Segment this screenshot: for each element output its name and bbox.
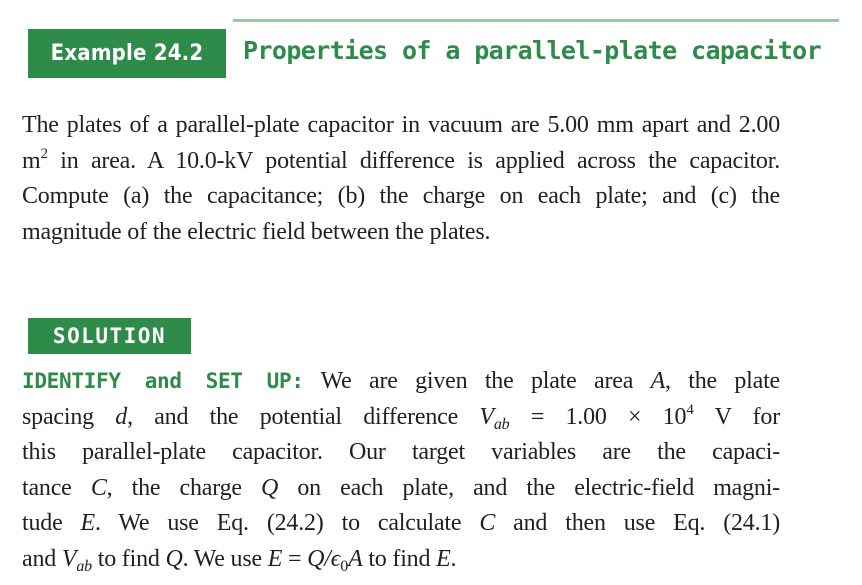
variable-v: V (479, 403, 494, 430)
subscript-0: 0 (340, 557, 349, 575)
variable-e: E (267, 545, 283, 572)
variable-v: V (61, 545, 77, 572)
solution-badge: SOLUTION (28, 318, 191, 354)
solution-text-run: to find (362, 545, 437, 572)
variable-c: C (90, 474, 107, 501)
solution-text-run: , and the potential difference (127, 403, 480, 430)
solution-text-run: , the charge (106, 474, 262, 501)
solution-text (22, 364, 780, 577)
solution-text-run: . We use (182, 545, 268, 572)
problem-text-part-2: in area. A 10.0-kV potential difference is applied across the capacitor. Compute (a) the capacitance; (b) the charge on each plate; and (c) the magnitude of the electric field between the plates. (22, 147, 780, 245)
variable-c: C (479, 510, 496, 536)
problem-statement (22, 108, 780, 250)
field-formula: Q/ϵ (307, 545, 341, 572)
solution-text-run: tance (22, 474, 91, 501)
solution-text-run: and then use Eq. (24.1) (495, 510, 781, 536)
area-unit-exponent: 2 (40, 145, 48, 162)
solution-line-5 (22, 506, 780, 542)
solution-text-run: We are given the plate area (303, 368, 651, 394)
solution-text-run: = 1.00 × 10 (509, 403, 687, 430)
variable-e: E (80, 510, 95, 536)
variable-q: Q (165, 545, 183, 572)
subscript-ab: ab (76, 557, 92, 575)
variable-a: A (650, 368, 666, 394)
solution-text-run: , the plate (665, 368, 780, 394)
solution-text-run: on each plate, and the electric-field magni- (278, 474, 780, 501)
variable-a: A (348, 545, 363, 572)
solution-text-run: V for (693, 403, 781, 430)
solution-line-3: this parallel-plate capacitor. Our target variables are the capaci- (22, 439, 780, 465)
example-number-badge: Example 24.2 (28, 29, 226, 78)
example-title: Properties of a parallel-plate capacitor (243, 36, 822, 65)
solution-text-run: . We use Eq. (24.2) to calculate (95, 510, 480, 536)
solution-text-run: . (450, 545, 457, 572)
identify-setup-heading: IDENTIFY and SET UP: (22, 369, 304, 393)
solution-line-1 (22, 364, 780, 400)
equals-sign: = (282, 545, 308, 572)
variable-q: Q (261, 474, 279, 501)
solution-text-run: and (22, 545, 62, 572)
solution-line-2 (22, 400, 780, 436)
problem-text-part-1: The plates of a parallel-plate capacitor in vacuum are 5.00 mm apart and 2.00 m (22, 112, 780, 174)
variable-d: d (115, 403, 128, 430)
subscript-ab: ab (493, 415, 510, 433)
solution-text-run: tude (22, 510, 81, 536)
exponent-4: 4 (686, 401, 694, 418)
variable-e: E (436, 545, 451, 572)
solution-text-run: to find (91, 545, 166, 572)
header-rule (233, 19, 839, 22)
solution-text-run: spacing (22, 403, 116, 430)
solution-line-4 (22, 471, 780, 507)
solution-line-6 (22, 542, 780, 578)
